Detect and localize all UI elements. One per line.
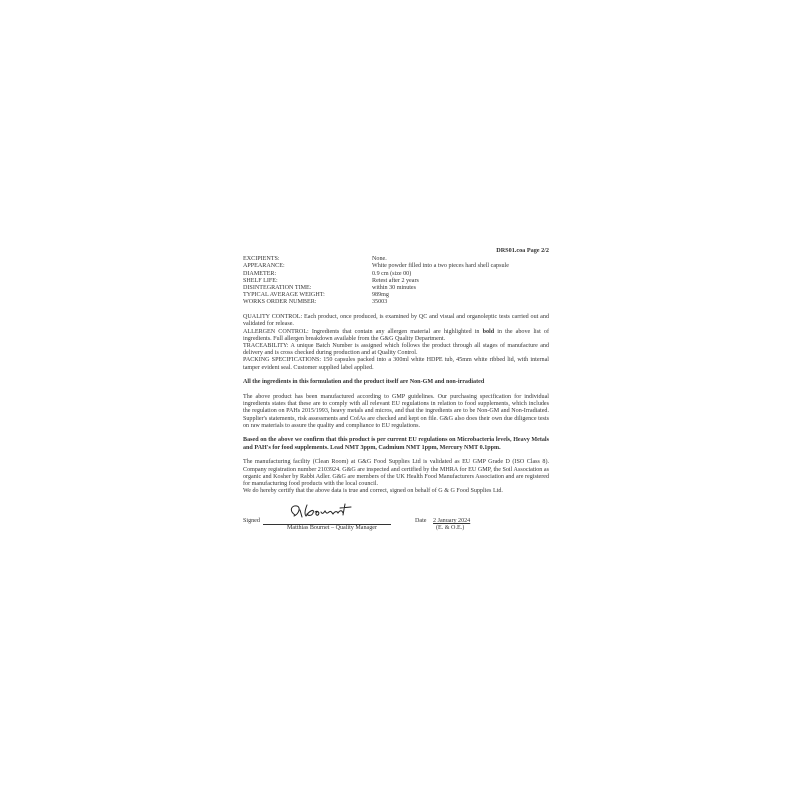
- date-label: Date: [415, 518, 427, 525]
- spec-label: TYPICAL AVERAGE WEIGHT:: [243, 292, 325, 299]
- document-page: [243, 247, 549, 535]
- signed-label: Signed: [243, 518, 260, 525]
- allergen-control-text: [243, 329, 549, 343]
- signer-name: Matthias Bournet – Quality Manager: [287, 525, 378, 532]
- spec-label: SHELF LIFE:: [243, 277, 278, 284]
- spec-value: within 30 minutes: [372, 285, 417, 292]
- page-header: DRS01.coa Page 2/2: [496, 247, 549, 254]
- certification-line: We do hereby certify that the above data is true and correct, signed on behalf of G & G Food Supplies Ltd.: [243, 488, 503, 495]
- controls-section: [243, 314, 549, 372]
- spec-value: 0.9 cm (size 00): [372, 270, 412, 277]
- spec-label: WORKS ORDER NUMBER:: [243, 299, 317, 306]
- allergen-bold-word: bold: [482, 328, 495, 335]
- spec-value: 35003: [372, 299, 388, 306]
- gmp-paragraph: The above product has been manufactured according to GMP guidelines. Our purchasing specification for individual ingredients states that these are to comply with all relevant EU regulations in relation to food supplements, which includes the regulation on PAHs 2015/1993, heavy metals and micros, and that the ingredients are to be Non-GM and Non-Irradiated. Supplier's statements, risk assessments and CofAs are checked and kept on file. G&G also does their own due diligence tests on raw materials to assure the quality and compliance to EU regulations.: [243, 393, 549, 429]
- spec-value: Retest after 2 years: [372, 277, 419, 284]
- handwritten-signature: [285, 501, 357, 523]
- confirmation-statement: Based on the above we confirm that this product is per current EU regulations on Microbacteria levels, Heavy Metals and PAH's for food supplements. Lead NMT 3ppm, Cadmium NMT 1ppm, Mercury NMT 0.1ppm.: [243, 437, 549, 451]
- spec-label: DIAMETER:: [243, 270, 277, 277]
- spec-table: [243, 256, 549, 306]
- packing-specifications-text: PACKING SPECIFICATIONS: 150 capsules packed into a 300ml white HDPE tub, 45mm white ribbed lid, with internal tamper evident seal. Customer supplied label applied.: [243, 357, 549, 371]
- spec-value: White powder filled into a two pieces hard shell capsule: [372, 263, 509, 270]
- quality-control-text: QUALITY CONTROL: Each product, once produced, is examined by QC and visual and organoleptic tests carried out and validated for release.: [243, 314, 549, 328]
- facility-paragraph: The manufacturing facility (Clean Room) at G&G Food Supplies Ltd is validated as EU GMP Grade D (ISO Class 8). Company registration number 2103924. G&G are inspected and certified by the MHRA for EU GMP, the Soil Association as organic and Kosher by Rabbi Adler. G&G are members of the UK Health Food Manufacturers Association and are registered for manufacturing food products with the local council.: [243, 459, 549, 487]
- eoe-note: (E. & O.E.): [436, 525, 465, 532]
- non-gm-statement: All the ingredients in this formulation and the product itself are Non-GM and non-irradiated: [243, 379, 485, 386]
- spec-label: APPEARANCE:: [243, 263, 285, 270]
- signature-block: [243, 505, 549, 535]
- traceability-text: TRACEABILITY: A unique Batch Number is assigned which follows the product through all stages of manufacture and delivery and is cross checked during production and at Quality Control.: [243, 342, 549, 357]
- allergen-text-end: in the above list of ingredients. Full allergen breakdown available from the G&G Quality Department.: [243, 328, 549, 342]
- spec-value: None.: [372, 256, 387, 263]
- spec-value: 989mg: [372, 292, 389, 299]
- spec-label: EXCIPIENTS:: [243, 256, 280, 263]
- date-value: 2 January 2024: [433, 518, 471, 525]
- facility-section: [243, 459, 549, 495]
- allergen-text-start: ALLERGEN CONTROL: Ingredients that contain any allergen material are highlighted in: [243, 328, 483, 335]
- spec-label: DISINTEGRATION TIME:: [243, 285, 312, 292]
